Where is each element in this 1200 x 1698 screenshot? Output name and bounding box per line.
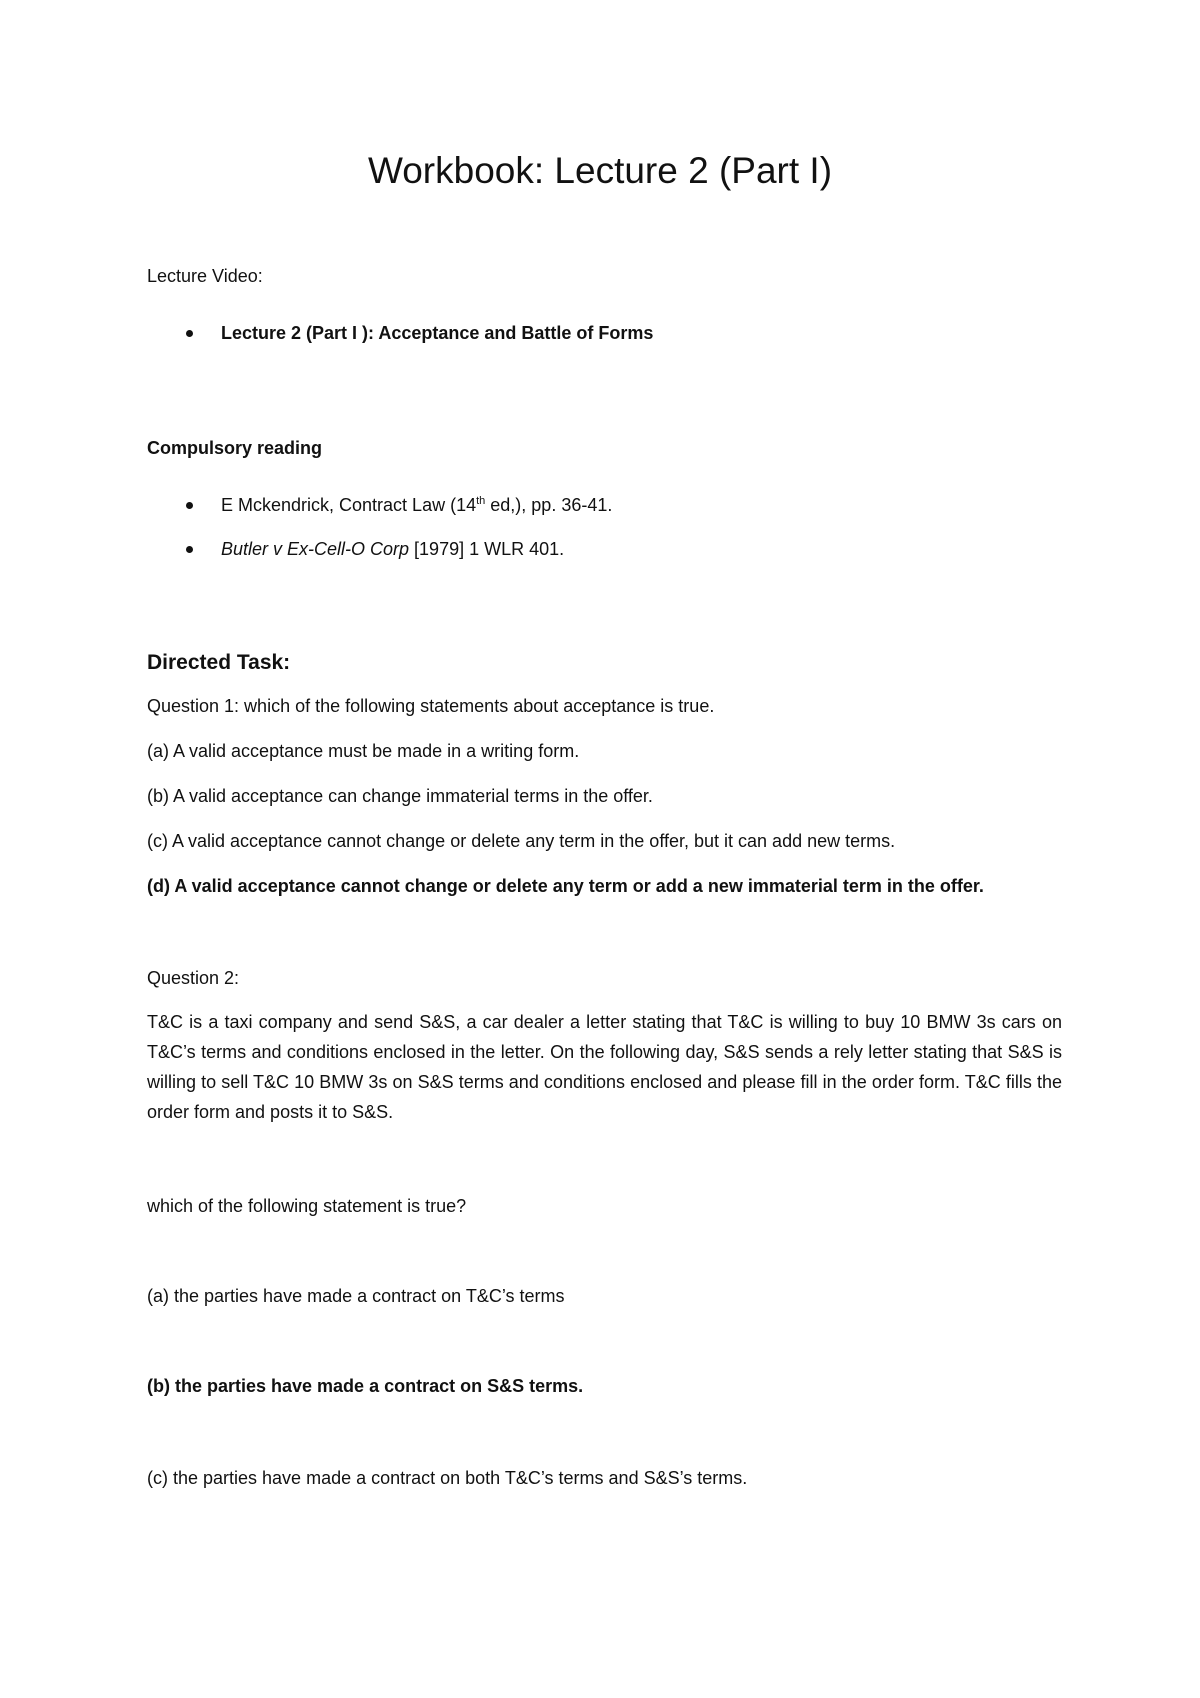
- question-2-prompt: which of the following statement is true?: [147, 1196, 467, 1216]
- case-name: Butler v Ex-Cell-O Corp: [221, 539, 410, 559]
- reading-item-textbook-text: E Mckendrick, Contract Law (14: [221, 495, 477, 515]
- directed-task-heading: Directed Task:: [147, 651, 291, 674]
- question-1-option-c: (c) A valid acceptance cannot change or delete any term in the offer, but it can add new terms.: [147, 831, 896, 851]
- question-1-option-b: (b) A valid acceptance can change immaterial terms in the offer.: [147, 786, 653, 806]
- reading-item-textbook: [221, 493, 612, 517]
- reading-item-textbook-pages: ed,), pp. 36-41.: [485, 495, 613, 515]
- question-1-option-a: (a) A valid acceptance must be made in a writing form.: [147, 741, 580, 761]
- question-1-prompt: Question 1: which of the following statements about acceptance is true.: [147, 696, 715, 716]
- question-2-scenario: T&C is a taxi company and send S&S, a car dealer a letter stating that T&C is willing to buy 10 BMW 3s cars on T&C’s terms and conditions enclosed in the letter. On the following day, S&S sends a rely letter stating that S&S is willing to sell T&C 10 BMW 3s on S&S terms and conditions enclosed and please fill in the order form. T&C fills the order form and posts it to S&S.: [147, 1012, 1062, 1122]
- lecture-video-item: Lecture 2 (Part I ): Acceptance and Battle of Forms: [221, 323, 654, 343]
- compulsory-reading-label: Compulsory reading: [147, 438, 323, 458]
- question-2-option-b: (b) the parties have made a contract on S&S terms.: [147, 1376, 584, 1396]
- bullet-icon: [186, 330, 193, 337]
- lecture-video-label: Lecture Video:: [147, 266, 263, 286]
- question-1-option-d: (d) A valid acceptance cannot change or delete any term or add a new immaterial term in the offer.: [147, 876, 984, 896]
- reading-item-superscript: th: [476, 495, 486, 507]
- case-citation: [1979] 1 WLR 401.: [409, 539, 565, 559]
- question-2-label: Question 2:: [147, 968, 240, 988]
- bullet-icon: [186, 502, 193, 509]
- question-2-option-c: (c) the parties have made a contract on both T&C’s terms and S&S’s terms.: [147, 1468, 748, 1488]
- page-title: Workbook: Lecture 2 (Part I): [367, 150, 833, 191]
- bullet-icon: [186, 546, 193, 553]
- reading-item-case: [221, 537, 564, 561]
- question-2-option-a: (a) the parties have made a contract on T&C’s terms: [147, 1286, 565, 1306]
